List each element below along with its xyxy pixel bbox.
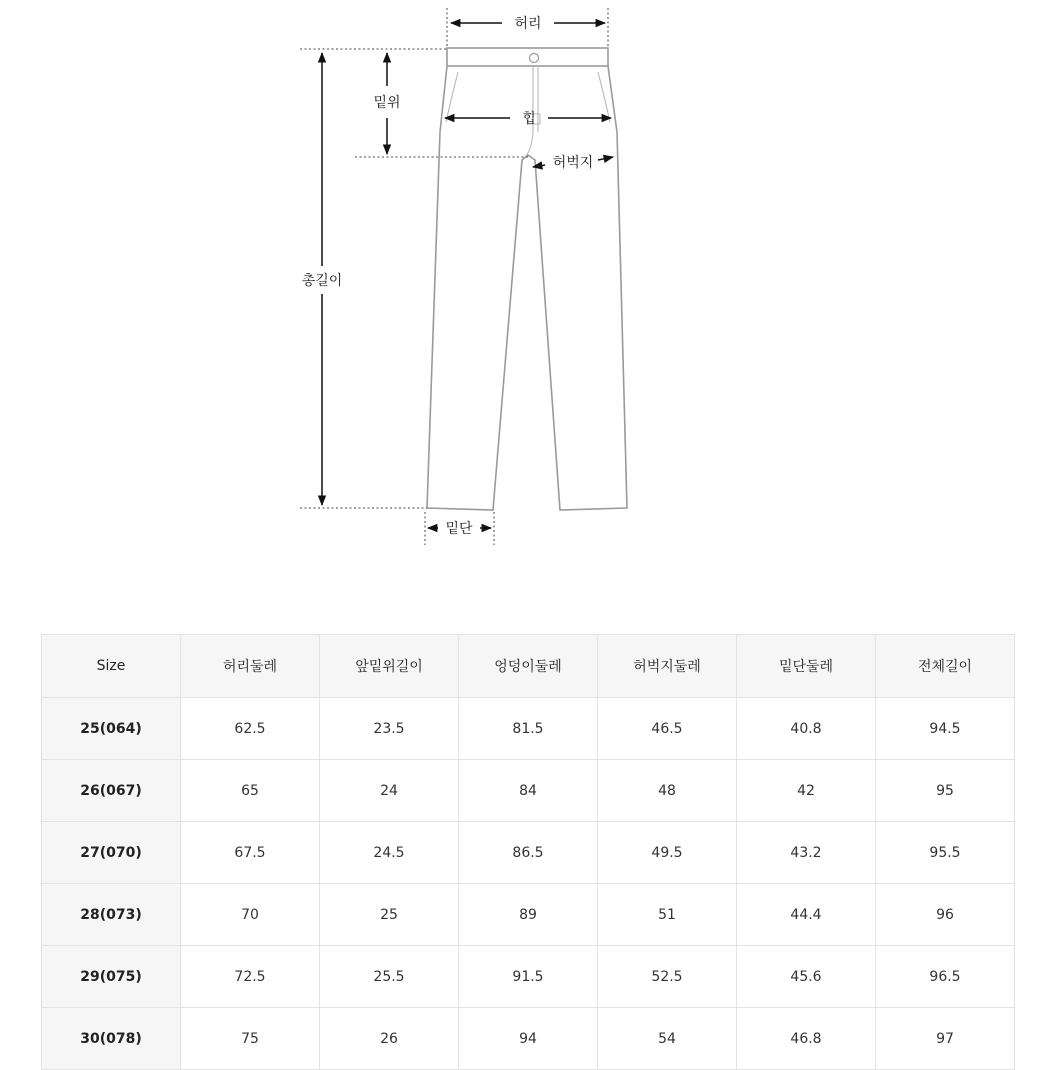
table-cell: 62.5	[181, 698, 320, 760]
dimension-arrows	[322, 23, 613, 528]
table-cell: 95.5	[876, 822, 1015, 884]
table-cell: 94.5	[876, 698, 1015, 760]
thigh-arrow-right	[598, 157, 613, 160]
table-cell: 70	[181, 884, 320, 946]
column-header-waist: 허리둘레	[181, 635, 320, 698]
table-cell: 25	[320, 884, 459, 946]
table-cell: 96	[876, 884, 1015, 946]
table-cell: 89	[459, 884, 598, 946]
row-size: 25(064)	[42, 698, 181, 760]
table-cell: 26	[320, 1008, 459, 1070]
table-cell: 42	[737, 760, 876, 822]
column-header-front-rise: 앞밑위길이	[320, 635, 459, 698]
table-cell: 91.5	[459, 946, 598, 1008]
table-cell: 72.5	[181, 946, 320, 1008]
waistband	[447, 48, 608, 66]
table-cell: 84	[459, 760, 598, 822]
column-header-total-length: 전체길이	[876, 635, 1015, 698]
table-cell: 45.6	[737, 946, 876, 1008]
column-header-hem: 밑단둘레	[737, 635, 876, 698]
thigh-label: 허벅지	[552, 155, 594, 171]
hip-label: 힙	[522, 111, 536, 127]
table-cell: 24.5	[320, 822, 459, 884]
left-pocket	[446, 72, 458, 122]
pants-outline	[427, 66, 627, 510]
right-pocket	[598, 72, 610, 122]
table-cell: 46.8	[737, 1008, 876, 1070]
table-header-row	[42, 635, 1015, 698]
table-cell: 95	[876, 760, 1015, 822]
table-cell: 46.5	[598, 698, 737, 760]
column-header-size: Size	[42, 635, 181, 698]
table-row	[42, 946, 1015, 1008]
waist-label: 허리	[514, 16, 542, 32]
table-cell: 40.8	[737, 698, 876, 760]
size-table	[41, 634, 1015, 1070]
table-cell: 43.2	[737, 822, 876, 884]
row-size: 27(070)	[42, 822, 181, 884]
table-row	[42, 884, 1015, 946]
table-cell: 86.5	[459, 822, 598, 884]
table-cell: 97	[876, 1008, 1015, 1070]
table-cell: 65	[181, 760, 320, 822]
table-row	[42, 1008, 1015, 1070]
table-row	[42, 760, 1015, 822]
table-cell: 48	[598, 760, 737, 822]
column-header-thigh: 허벅지둘레	[598, 635, 737, 698]
table-cell: 23.5	[320, 698, 459, 760]
table-cell: 67.5	[181, 822, 320, 884]
table-cell: 75	[181, 1008, 320, 1070]
table-cell: 94	[459, 1008, 598, 1070]
table-cell: 81.5	[459, 698, 598, 760]
column-header-hip: 엉덩이둘레	[459, 635, 598, 698]
table-cell: 25.5	[320, 946, 459, 1008]
row-size: 26(067)	[42, 760, 181, 822]
row-size: 28(073)	[42, 884, 181, 946]
total-length-label: 총길이	[301, 273, 343, 289]
table-cell: 51	[598, 884, 737, 946]
button-icon	[530, 54, 539, 63]
row-size: 30(078)	[42, 1008, 181, 1070]
table-cell: 52.5	[598, 946, 737, 1008]
rise-label: 밑위	[373, 95, 401, 111]
row-size: 29(075)	[42, 946, 181, 1008]
hem-label: 밑단	[445, 521, 473, 537]
table-row	[42, 822, 1015, 884]
table-cell: 96.5	[876, 946, 1015, 1008]
table-cell: 49.5	[598, 822, 737, 884]
table-cell: 24	[320, 760, 459, 822]
table-cell: 44.4	[737, 884, 876, 946]
table-row	[42, 698, 1015, 760]
table-cell: 54	[598, 1008, 737, 1070]
